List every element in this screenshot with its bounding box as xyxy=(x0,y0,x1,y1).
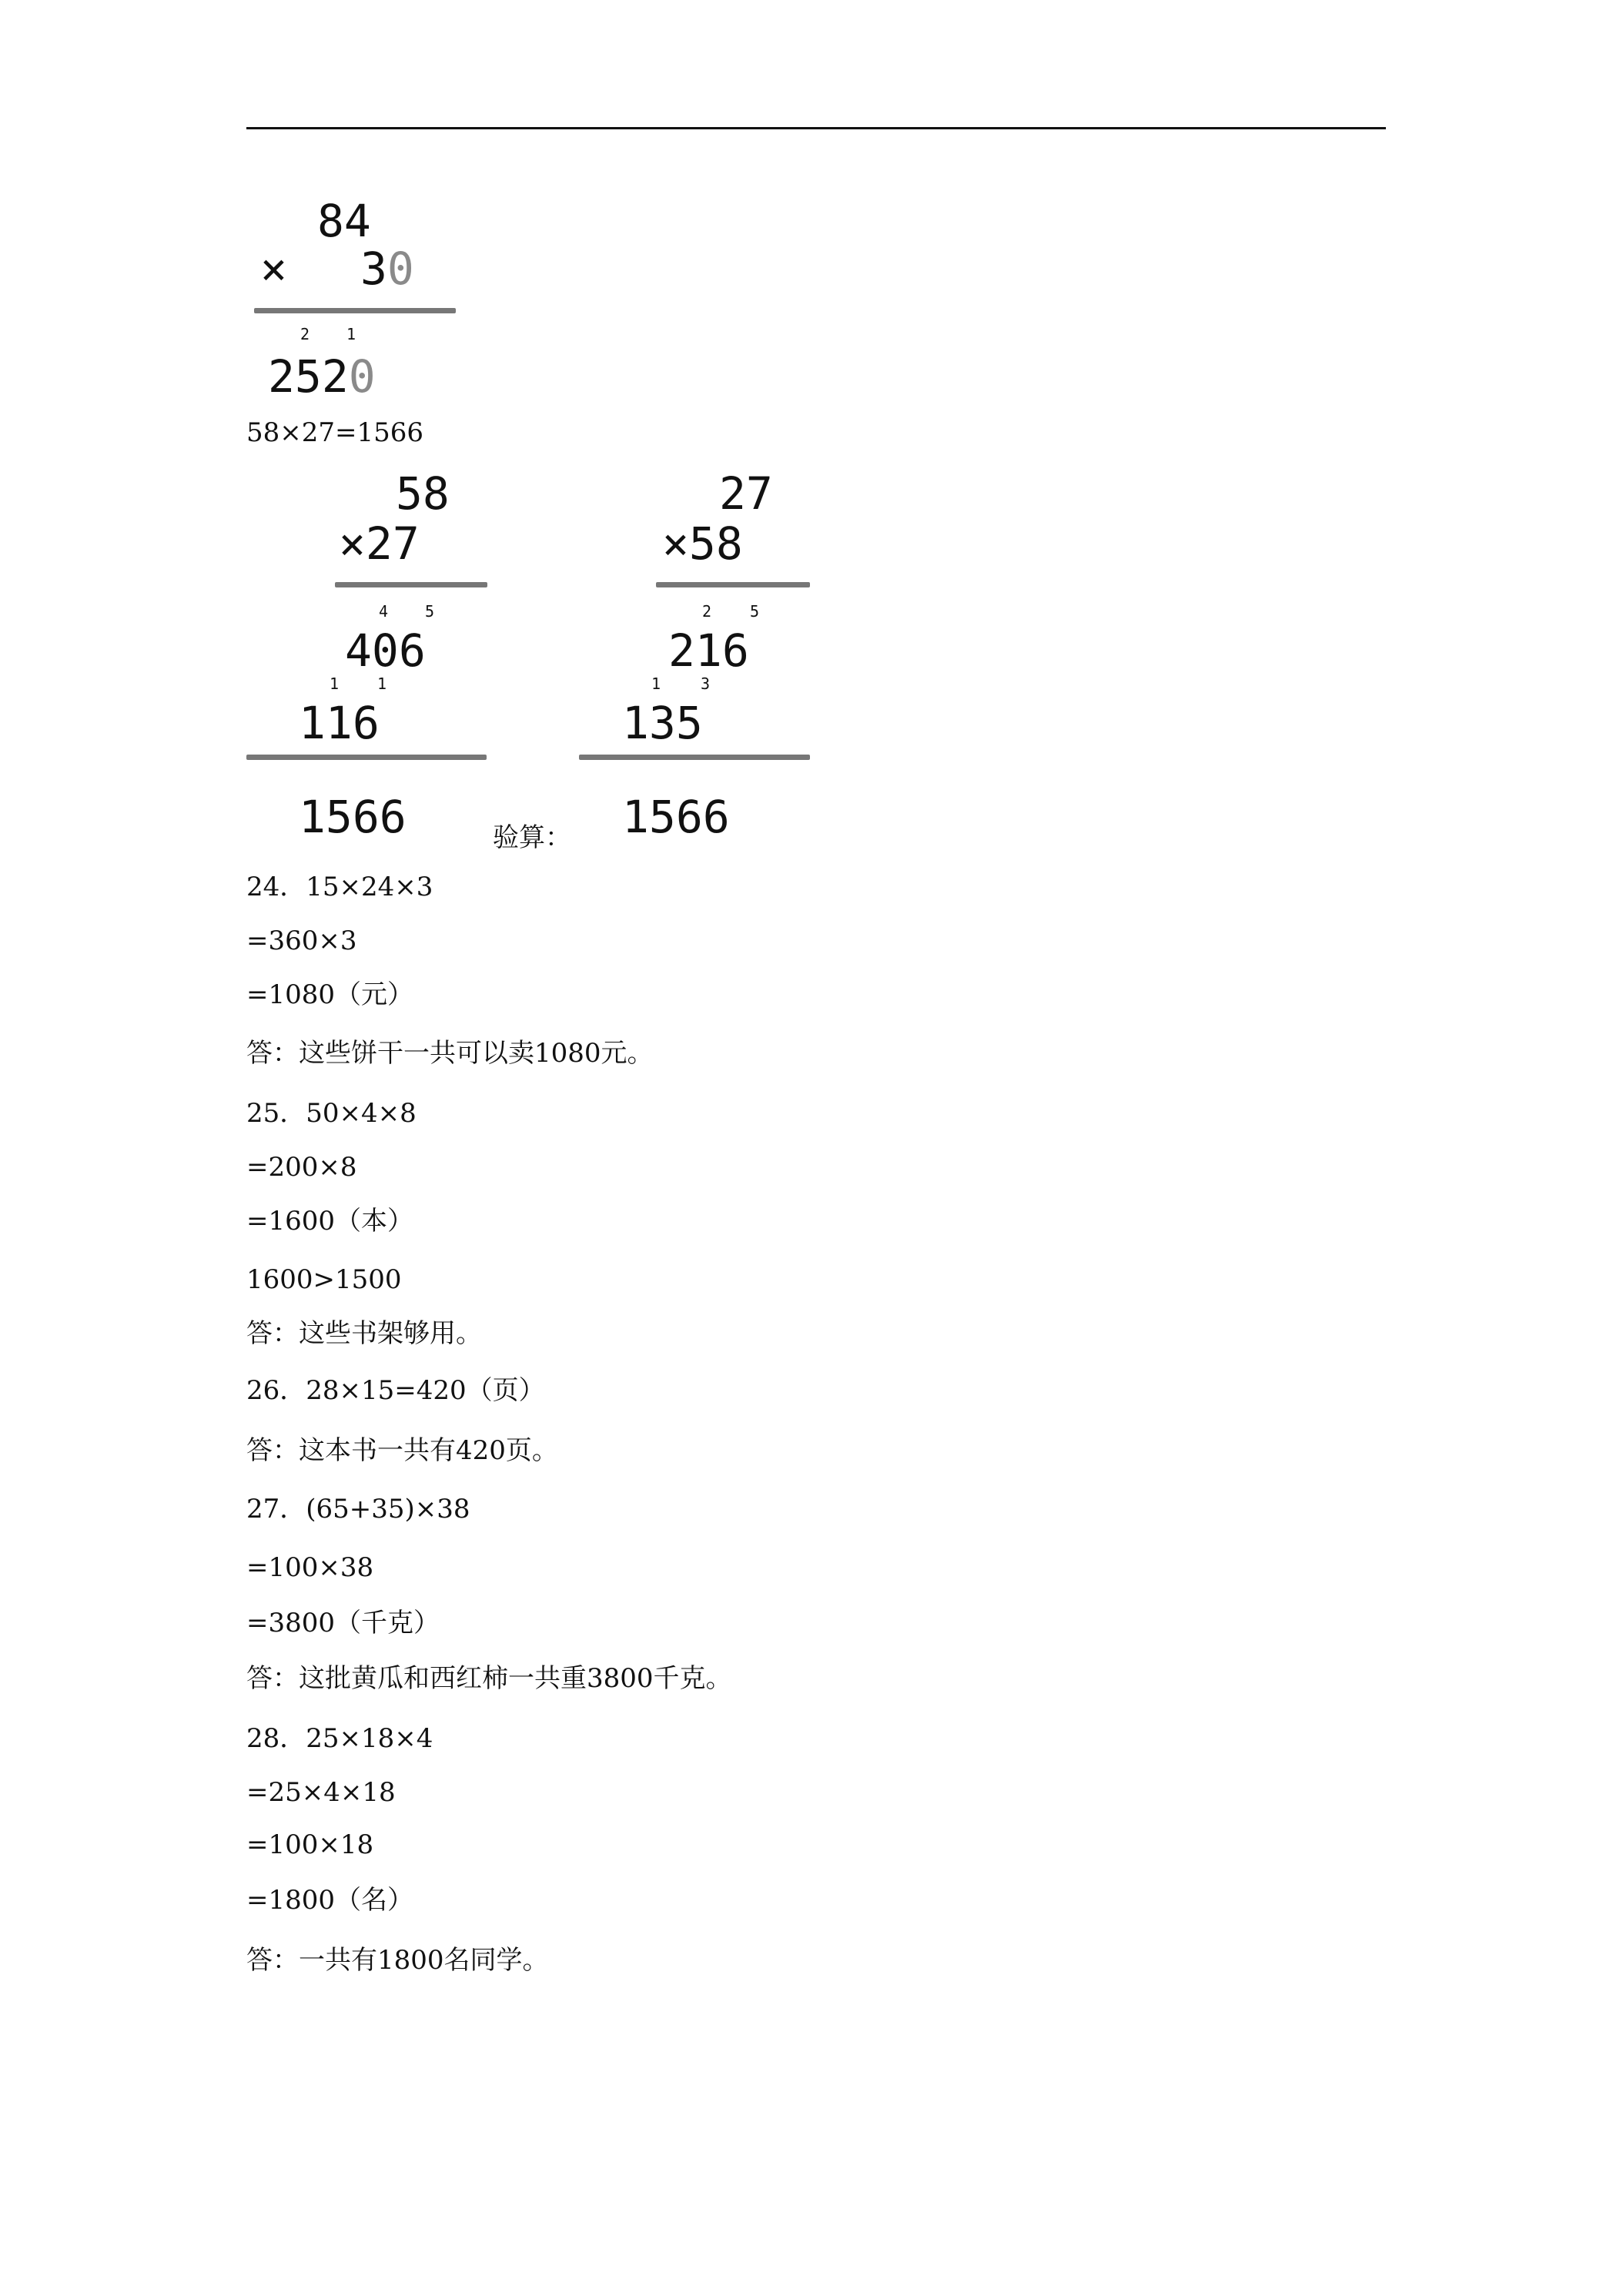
calc1-top: 84 xyxy=(317,195,371,247)
calc3-carry1-a: 2 xyxy=(702,602,712,621)
q25-answer: 答：这些书架够用。 xyxy=(246,1318,482,1349)
calc2-partial2: 116 xyxy=(299,697,380,749)
calc3-result: 1566 xyxy=(622,791,730,843)
header-rule xyxy=(246,127,1386,129)
calc2-multiplier: ×27 xyxy=(339,517,420,570)
q24-expression: 24．15×24×3 xyxy=(246,872,433,902)
calc1-multiplier xyxy=(360,243,414,295)
q24-step-1: =360×3 xyxy=(246,925,357,956)
calc2-carry2-a: 1 xyxy=(330,674,340,693)
calc2-result: 1566 xyxy=(299,791,407,843)
q27-step-2: =3800（千克） xyxy=(246,1608,440,1638)
calc2-bar-2 xyxy=(246,755,487,760)
q25-step-2: =1600（本） xyxy=(246,1206,414,1237)
calc3-partial2: 135 xyxy=(622,697,703,749)
calc2-carry2-b: 1 xyxy=(377,674,387,693)
q26-expression: 26．28×15=420（页） xyxy=(246,1375,545,1406)
q28-answer: 答：一共有1800名同学。 xyxy=(246,1945,549,1976)
verify-label: 验算： xyxy=(493,822,571,853)
calc1-result xyxy=(268,350,376,403)
q27-step-1: =100×38 xyxy=(246,1552,374,1583)
calc1-carry-1: 2 xyxy=(300,325,310,343)
calc2-equation: 58×27=1566 xyxy=(246,417,424,448)
q27-answer: 答：这批黄瓜和西红柿一共重3800千克。 xyxy=(246,1663,732,1694)
calc2-partial1: 406 xyxy=(345,624,426,677)
q28-step-3: =1800（名） xyxy=(246,1885,414,1916)
calc1-carry-2: 1 xyxy=(346,325,356,343)
calc1-bar xyxy=(254,308,456,313)
calc2-carry1-a: 4 xyxy=(379,602,389,621)
calc2-carry1-b: 5 xyxy=(425,602,435,621)
q25-comparison: 1600>1500 xyxy=(246,1264,402,1295)
calc3-carry1-b: 5 xyxy=(750,602,760,621)
q26-answer: 答：这本书一共有420页。 xyxy=(246,1435,558,1466)
calc3-carry2-a: 1 xyxy=(651,674,661,693)
q25-step-1: =200×8 xyxy=(246,1152,357,1183)
q27-expression: 27．(65+35)×38 xyxy=(246,1494,470,1525)
q25-expression: 25．50×4×8 xyxy=(246,1098,417,1129)
q28-expression: 28．25×18×4 xyxy=(246,1723,433,1754)
calc1-result-zero: 0 xyxy=(348,350,376,403)
q24-answer: 答：这些饼干一共可以卖1080元。 xyxy=(246,1038,654,1069)
calc3-multiplier: ×58 xyxy=(662,517,743,570)
q28-step-1: =25×4×18 xyxy=(246,1777,396,1808)
calc3-top: 27 xyxy=(719,467,773,520)
calc1-multiplier-digit: 3 xyxy=(360,243,387,295)
calc2-bar-1 xyxy=(335,582,487,587)
calc1-result-main: 252 xyxy=(268,350,349,403)
calc3-bar-1 xyxy=(656,582,810,587)
calc1-multiplier-zero: 0 xyxy=(387,243,414,295)
q24-step-2: =1080（元） xyxy=(246,979,414,1010)
calc1-multiply-sign: × xyxy=(260,243,287,295)
q28-step-2: =100×18 xyxy=(246,1829,374,1860)
calc3-partial1: 216 xyxy=(668,624,749,677)
calc3-bar-2 xyxy=(579,755,810,760)
calc2-top: 58 xyxy=(396,467,450,520)
calc3-carry2-b: 3 xyxy=(701,674,711,693)
